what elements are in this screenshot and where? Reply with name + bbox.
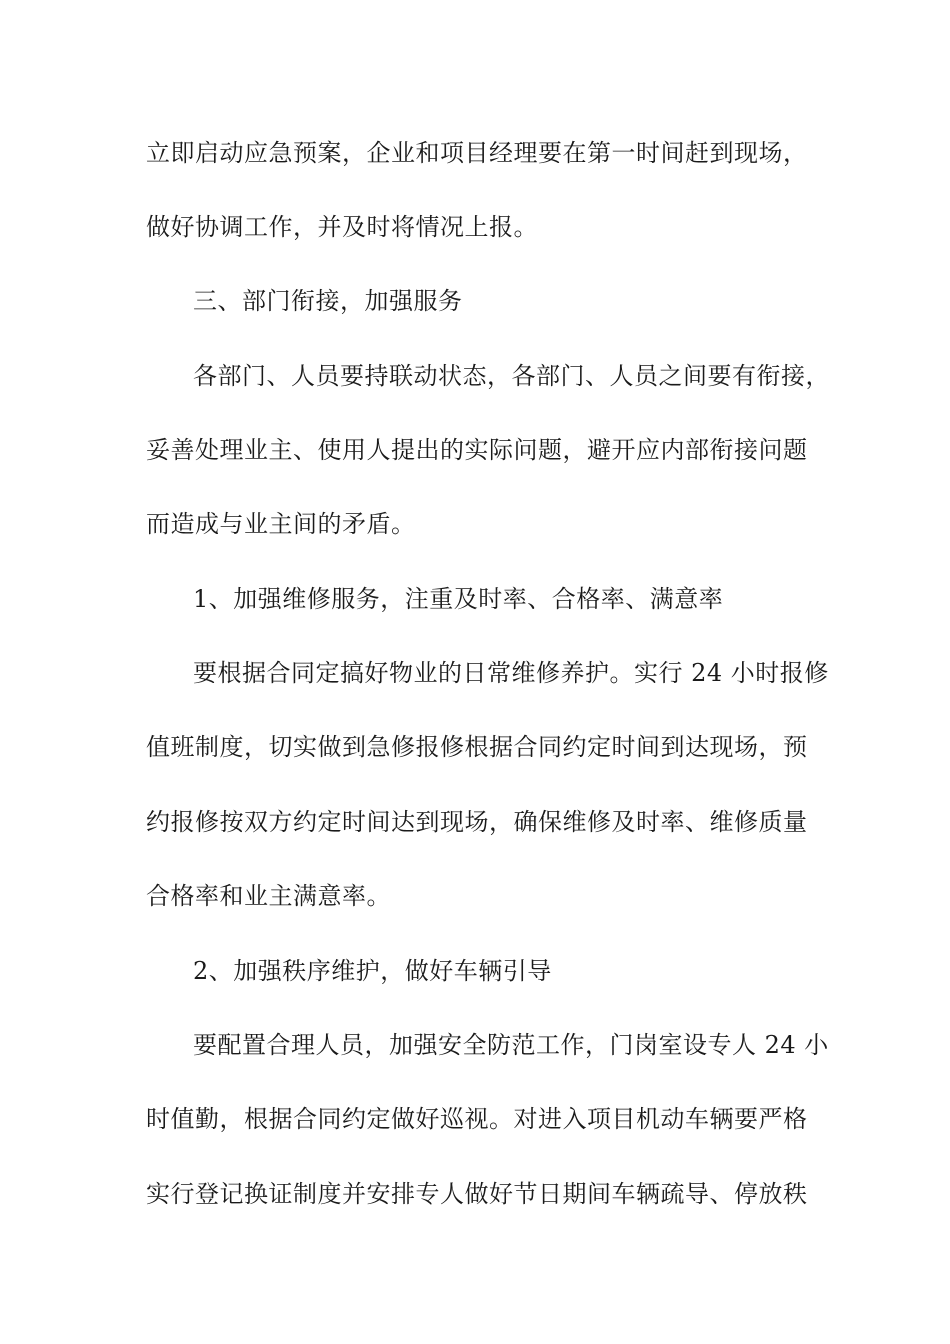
paragraph-line-10: 约报修按双方约定时间达到现场，确保维修及时率、维修质量 [146,808,808,836]
paragraph-line-11: 合格率和业主满意率。 [146,882,391,910]
paragraph-line-9: 值班制度，切实做到急修报修根据合同约定时间到达现场，预 [146,733,808,761]
paragraph-line-14: 时值勤，根据合同约定做好巡视。对进入项目机动车辆要严格 [146,1105,808,1133]
paragraph-line-1: 立即启动应急预案，企业和项目经理要在第一时间赶到现场， [146,139,808,167]
subheading-2: 2、加强秩序维护，做好车辆引导 [193,957,552,985]
subheading-1: 1、加强维修服务，注重及时率、合格率、满意率 [193,585,724,613]
paragraph-line-4: 各部门、人员要持联动状态，各部门、人员之间要有衔接， [193,362,830,390]
paragraph-line-2: 做好协调工作，并及时将情况上报。 [146,213,538,241]
paragraph-line-6: 而造成与业主间的矛盾。 [146,510,416,538]
paragraph-line-15: 实行登记换证制度并安排专人做好节日期间车辆疏导、停放秩 [146,1180,808,1208]
paragraph-line-13: 要配置合理人员，加强安全防范工作，门岗室设专人 24 小 [193,1031,829,1059]
paragraph-line-8: 要根据合同定搞好物业的日常维修养护。实行 24 小时报修 [193,659,829,687]
section-heading-3: 三、部门衔接，加强服务 [193,287,463,315]
paragraph-line-5: 妥善处理业主、使用人提出的实际问题，避开应内部衔接问题 [146,436,808,464]
